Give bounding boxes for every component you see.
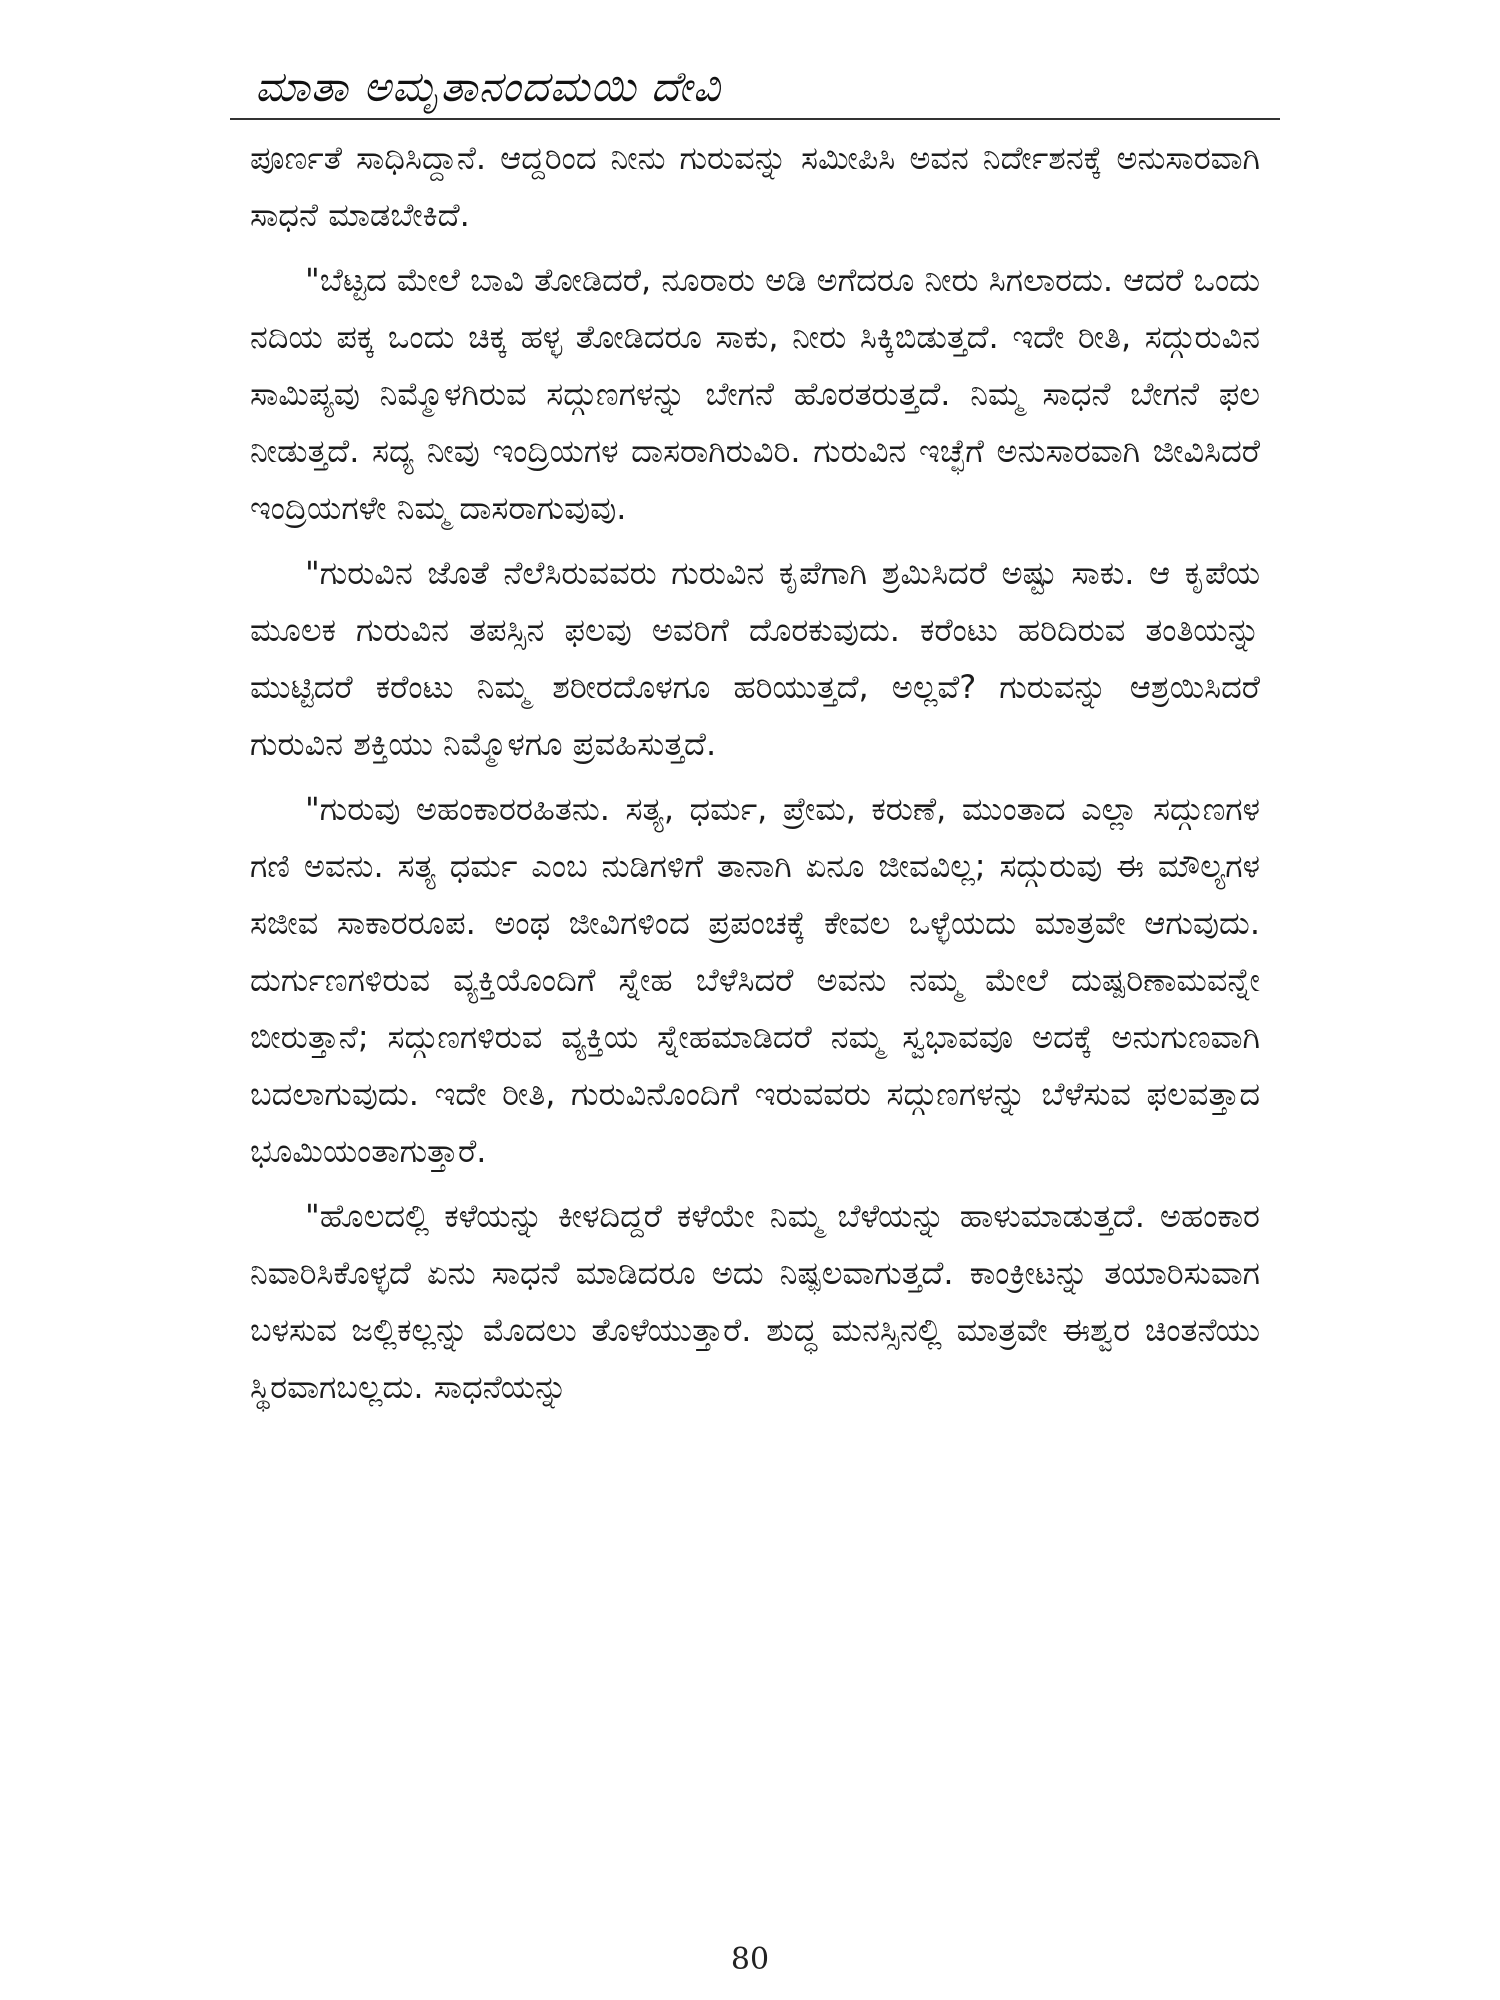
running-title: ಮಾತಾ ಅಮೃತಾನಂದಮಯಿ ದೇವಿ: [255, 62, 722, 111]
paragraph-continuation: ಪೂರ್ಣತೆ ಸಾಧಿಸಿದ್ದಾನೆ. ಆದ್ದರಿಂದ ನೀನು ಗುರುವನ್ನು ಸಮೀಪಿಸಿ ಅವನ ನಿರ್ದೇಶನಕ್ಕೆ ಅನುಸಾರವಾಗಿ ಸಾಧನೆ ಮಾಡಬೇಕಿದೆ.: [250, 139, 1260, 234]
paragraph: "ಹೊಲದಲ್ಲಿ ಕಳೆಯನ್ನು ಕೀಳದಿದ್ದರೆ ಕಳೆಯೇ ನಿಮ್ಮ ಬೆಳೆಯನ್ನು ಹಾಳುಮಾಡುತ್ತದೆ. ಅಹಂಕಾರ ನಿವಾರಿಸಿಕೊಳ್ಳದೆ ಏನು ಸಾಧನೆ ಮಾಡಿದರೂ ಅದು ನಿಷ್ಫಲವಾಗುತ್ತದೆ. ಕಾಂಕ್ರೀಟನ್ನು ತಯಾರಿಸುವಾಗ ಬಳಸುವ ಜಲ್ಲಿಕಲ್ಲನ್ನು ಮೊದಲು ತೊಳೆಯುತ್ತಾರೆ. ಶುದ್ಧ ಮನಸ್ಸಿನಲ್ಲಿ ಮಾತ್ರವೇ ಈಶ್ವರ ಚಿಂತನೆಯು ಸ್ಥಿರವಾಗಬಲ್ಲದು. ಸಾಧನೆಯನ್ನು: [250, 1197, 1260, 1406]
paragraph: "ಗುರುವು ಅಹಂಕಾರರಹಿತನು. ಸತ್ಯ, ಧರ್ಮ, ಪ್ರೇಮ, ಕರುಣೆ, ಮುಂತಾದ ಎಲ್ಲಾ ಸದ್ಗುಣಗಳ ಗಣಿ ಅವನು. ಸತ್ಯ ಧರ್ಮ ಎಂಬ ನುಡಿಗಳಿಗೆ ತಾನಾಗಿ ಏನೂ ಜೀವವಿಲ್ಲ; ಸದ್ಗುರುವು ಈ ಮೌಲ್ಯಗಳ ಸಜೀವ ಸಾಕಾರರೂಪ. ಅಂಥ ಜೀವಿಗಳಿಂದ ಪ್ರಪಂಚಕ್ಕೆ ಕೇವಲ ಒಳ್ಳೆಯದು ಮಾತ್ರವೇ ಆಗುವುದು. ದುರ್ಗುಣಗಳಿರುವ ವ್ಯಕ್ತಿಯೊಂದಿಗೆ ಸ್ನೇಹ ಬೆಳೆಸಿದರೆ ಅವನು ನಮ್ಮ ಮೇಲೆ ದುಷ್ಪರಿಣಾಮವನ್ನೇ ಬೀರುತ್ತಾನೆ; ಸದ್ಗುಣಗಳಿರುವ ವ್ಯಕ್ತಿಯ ಸ್ನೇಹಮಾಡಿದರೆ ನಮ್ಮ ಸ್ವಭಾವವೂ ಅದಕ್ಕೆ ಅನುಗುಣವಾಗಿ ಬದಲಾಗುವುದು. ಇದೇ ರೀತಿ, ಗುರುವಿನೊಂದಿಗೆ ಇರುವವರು ಸದ್ಗುಣಗಳನ್ನು ಬೆಳೆಸುವ ಫಲವತ್ತಾದ ಭೂಮಿಯಂತಾಗುತ್ತಾರೆ.: [250, 790, 1260, 1170]
paragraph: "ಬೆಟ್ಟದ ಮೇಲೆ ಬಾವಿ ತೋಡಿದರೆ, ನೂರಾರು ಅಡಿ ಅಗೆದರೂ ನೀರು ಸಿಗಲಾರದು. ಆದರೆ ಒಂದು ನದಿಯ ಪಕ್ಕ ಒಂದು ಚಿಕ್ಕ ಹಳ್ಳ ತೋಡಿದರೂ ಸಾಕು, ನೀರು ಸಿಕ್ಕಿಬಿಡುತ್ತದೆ. ಇದೇ ರೀತಿ, ಸದ್ಗುರುವಿನ ಸಾಮಿಪ್ಯವು ನಿಮ್ಮೊಳಗಿರುವ ಸದ್ಗುಣಗಳನ್ನು ಬೇಗನೆ ಹೊರತರುತ್ತದೆ. ನಿಮ್ಮ ಸಾಧನೆ ಬೇಗನೆ ಫಲ ನೀಡುತ್ತದೆ. ಸದ್ಯ ನೀವು ಇಂದ್ರಿಯಗಳ ದಾಸರಾಗಿರುವಿರಿ. ಗುರುವಿನ ಇಚ್ಛೆಗೆ ಅನುಸಾರವಾಗಿ ಜೀವಿಸಿದರೆ ಇಂದ್ರಿಯಗಳೇ ನಿಮ್ಮ ದಾಸರಾಗುವುವು.: [250, 261, 1260, 527]
header-rule: [230, 118, 1280, 120]
paragraph: "ಗುರುವಿನ ಜೊತೆ ನೆಲೆಸಿರುವವರು ಗುರುವಿನ ಕೃಪೆಗಾಗಿ ಶ್ರಮಿಸಿದರೆ ಅಷ್ಟು ಸಾಕು. ಆ ಕೃಪೆಯ ಮೂಲಕ ಗುರುವಿನ ತಪಸ್ಸಿನ ಫಲವು ಅವರಿಗೆ ದೊರಕುವುದು. ಕರೆಂಟು ಹರಿದಿರುವ ತಂತಿಯನ್ನು ಮುಟ್ಟಿದರೆ ಕರೆಂಟು ನಿಮ್ಮ ಶರೀರದೊಳಗೂ ಹರಿಯುತ್ತದೆ, ಅಲ್ಲವೆ? ಗುರುವನ್ನು ಆಶ್ರಯಿಸಿದರೆ ಗುರುವಿನ ಶಕ್ತಿಯು ನಿಮ್ಮೊಳಗೂ ಪ್ರವಹಿಸುತ್ತದೆ.: [250, 554, 1260, 763]
body-text: [250, 130, 1260, 1424]
page-number: 80: [730, 1942, 770, 1977]
